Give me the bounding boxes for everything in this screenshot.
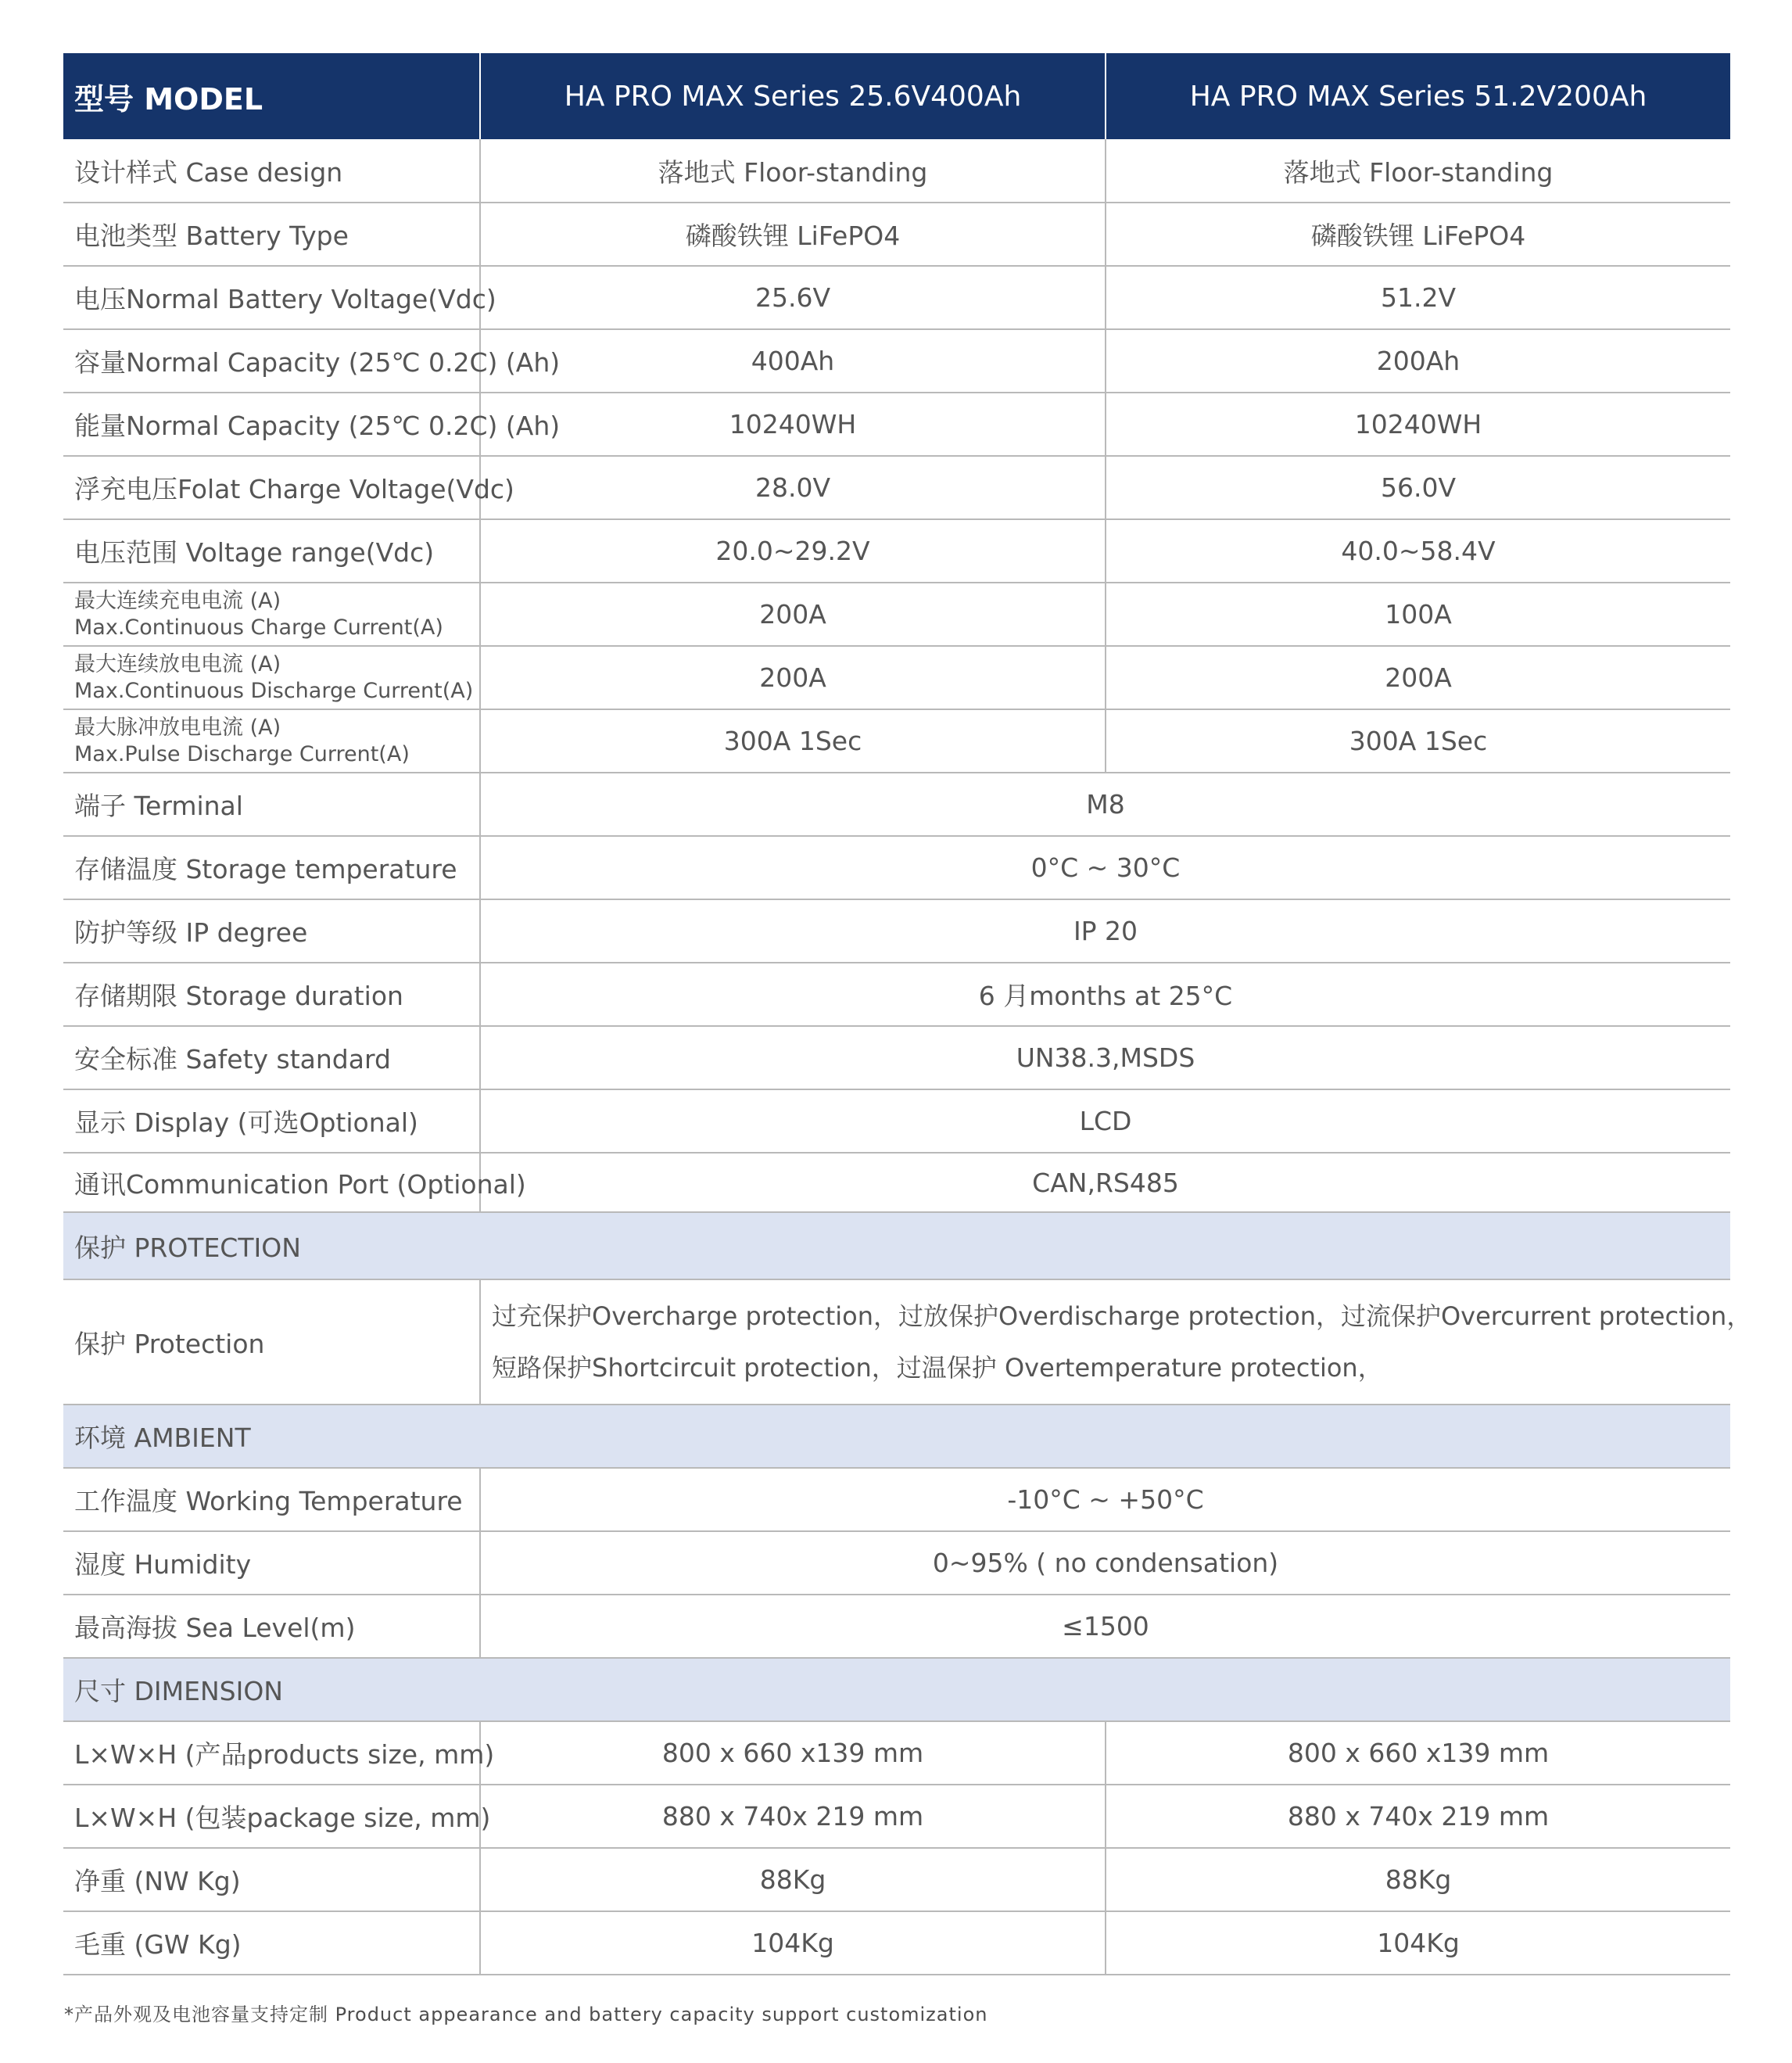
row-label-en: Max.Pulse Discharge Current(A) [74, 741, 410, 766]
footnote: *产品外观及电池容量支持定制 Product appearance and battery capacity support customization [64, 2004, 988, 2025]
row-value: ≤1500 [480, 1595, 1730, 1658]
row-value-2: 51.2V [1106, 266, 1730, 329]
row-label: 湿度 Humidity [63, 1531, 480, 1595]
row-value-1: 104Kg [480, 1911, 1106, 1975]
row-value: IP 20 [480, 899, 1730, 963]
spec-row-communication [63, 1153, 1730, 1212]
row-label: 通讯Communication Port (Optional) [63, 1153, 480, 1212]
row-label: 显示 Display (可选Optional) [63, 1089, 480, 1153]
section-protection [63, 1212, 1730, 1279]
row-label: 容量Normal Capacity (25℃ 0.2C) (Ah) [63, 329, 480, 393]
row-value-1: 800 x 660 x139 mm [480, 1721, 1106, 1785]
section-ambient [63, 1405, 1730, 1468]
row-label: 存储期限 Storage duration [63, 963, 480, 1026]
row-label: 端子 Terminal [63, 773, 480, 836]
row-value-1: 200A [480, 583, 1106, 646]
model-col1: HA PRO MAX Series 25.6V400Ah [480, 53, 1106, 139]
spec-row-max-charge [63, 583, 1730, 646]
spec-row-net-weight [63, 1848, 1730, 1911]
row-value-1: 88Kg [480, 1848, 1106, 1911]
spec-row-display [63, 1089, 1730, 1153]
row-label-cn: 最大脉冲放电电流 (A) [74, 715, 281, 740]
section-title: 环境 AMBIENT [63, 1405, 1730, 1468]
spec-row-capacity [63, 329, 1730, 393]
row-value-2: 800 x 660 x139 mm [1106, 1721, 1730, 1785]
row-value-2: 10240WH [1106, 393, 1730, 456]
spec-row-sea-level [63, 1595, 1730, 1658]
spec-row-max-pulse [63, 709, 1730, 773]
row-value-2: 56.0V [1106, 456, 1730, 519]
row-value: 6 月months at 25°C [480, 963, 1730, 1026]
row-value-2: 880 x 740x 219 mm [1106, 1785, 1730, 1848]
row-label [63, 709, 480, 773]
row-label: 电压Normal Battery Voltage(Vdc) [63, 266, 480, 329]
row-value: -10°C ~ +50°C [480, 1468, 1730, 1531]
row-value-1: 25.6V [480, 266, 1106, 329]
spec-row-battery-type [63, 203, 1730, 266]
row-label-en: Max.Continuous Charge Current(A) [74, 615, 443, 640]
row-value-2: 100A [1106, 583, 1730, 646]
spec-row-product-size [63, 1721, 1730, 1785]
row-value-2: 磷酸铁锂 LiFePO4 [1106, 203, 1730, 266]
model-label: 型号 MODEL [63, 53, 480, 139]
row-label-cn: 最大连续放电电流 (A) [74, 651, 281, 676]
row-label: 浮充电压Folat Charge Voltage(Vdc) [63, 456, 480, 519]
spec-row-protection [63, 1279, 1730, 1405]
model-col2: HA PRO MAX Series 51.2V200Ah [1106, 53, 1730, 139]
row-label: 工作温度 Working Temperature [63, 1468, 480, 1531]
spec-row-terminal [63, 773, 1730, 836]
row-label: 防护等级 IP degree [63, 899, 480, 963]
spec-row-float-charge [63, 456, 1730, 519]
row-value: LCD [480, 1089, 1730, 1153]
row-value-1: 10240WH [480, 393, 1106, 456]
row-value-1: 28.0V [480, 456, 1106, 519]
row-value-2: 落地式 Floor-standing [1106, 139, 1730, 203]
row-label: L×W×H (产品products size, mm) [63, 1721, 480, 1785]
spec-row-gross-weight [63, 1911, 1730, 1975]
row-label-en: Max.Continuous Discharge Current(A) [74, 678, 474, 703]
protection-line-2: 短路保护Shortcircuit protection，过温保护 Overtemperature protection， [492, 1353, 1383, 1383]
row-value-1: 300A 1Sec [480, 709, 1106, 773]
section-title: 保护 PROTECTION [63, 1212, 1730, 1279]
row-value: UN38.3,MSDS [480, 1026, 1730, 1089]
row-value-2: 300A 1Sec [1106, 709, 1730, 773]
row-value: 0°C ~ 30°C [480, 836, 1730, 899]
spec-row-storage-temp [63, 836, 1730, 899]
row-label-cn: 最大连续充电电流 (A) [74, 588, 281, 613]
row-value: CAN,RS485 [480, 1153, 1730, 1212]
section-title: 尺寸 DIMENSION [63, 1658, 1730, 1721]
row-label: L×W×H (包装package size, mm) [63, 1785, 480, 1848]
row-label: 电压范围 Voltage range(Vdc) [63, 519, 480, 583]
row-value: 0~95% ( no condensation) [480, 1531, 1730, 1595]
row-value-2: 104Kg [1106, 1911, 1730, 1975]
row-value: M8 [480, 773, 1730, 836]
row-value-1: 落地式 Floor-standing [480, 139, 1106, 203]
spec-row-working-temp [63, 1468, 1730, 1531]
row-label: 能量Normal Capacity (25℃ 0.2C) (Ah) [63, 393, 480, 456]
row-label: 存储温度 Storage temperature [63, 836, 480, 899]
row-value-1: 200A [480, 646, 1106, 709]
row-label: 最高海拔 Sea Level(m) [63, 1595, 480, 1658]
spec-row-case-design [63, 139, 1730, 203]
row-label [63, 583, 480, 646]
row-value-1: 20.0~29.2V [480, 519, 1106, 583]
row-label: 净重 (NW Kg) [63, 1848, 480, 1911]
spec-row-energy [63, 393, 1730, 456]
row-label: 电池类型 Battery Type [63, 203, 480, 266]
spec-row-ip-degree [63, 899, 1730, 963]
row-value-2: 40.0~58.4V [1106, 519, 1730, 583]
row-value-2: 200A [1106, 646, 1730, 709]
row-label [63, 646, 480, 709]
row-value-1: 400Ah [480, 329, 1106, 393]
row-value-2: 200Ah [1106, 329, 1730, 393]
row-value-1: 磷酸铁锂 LiFePO4 [480, 203, 1106, 266]
protection-line-1: 过充保护Overcharge protection，过放保护Overdischarge protection，过流保护Overcurrent protection， [492, 1301, 1752, 1331]
spec-row-humidity [63, 1531, 1730, 1595]
spec-row-package-size [63, 1785, 1730, 1848]
spec-row-voltage-range [63, 519, 1730, 583]
spec-row-safety [63, 1026, 1730, 1089]
spec-row-storage-duration [63, 963, 1730, 1026]
spec-table [63, 53, 1752, 1975]
row-label: 保护 Protection [63, 1279, 480, 1405]
row-value-2: 88Kg [1106, 1848, 1730, 1911]
row-label: 毛重 (GW Kg) [63, 1911, 480, 1975]
protection-list [480, 1279, 1752, 1405]
spec-row-max-discharge [63, 646, 1730, 709]
row-label: 安全标准 Safety standard [63, 1026, 480, 1089]
row-label: 设计样式 Case design [63, 139, 480, 203]
spec-row-voltage [63, 266, 1730, 329]
header-row [63, 53, 1730, 139]
section-dimension [63, 1658, 1730, 1721]
row-value-1: 880 x 740x 219 mm [480, 1785, 1106, 1848]
